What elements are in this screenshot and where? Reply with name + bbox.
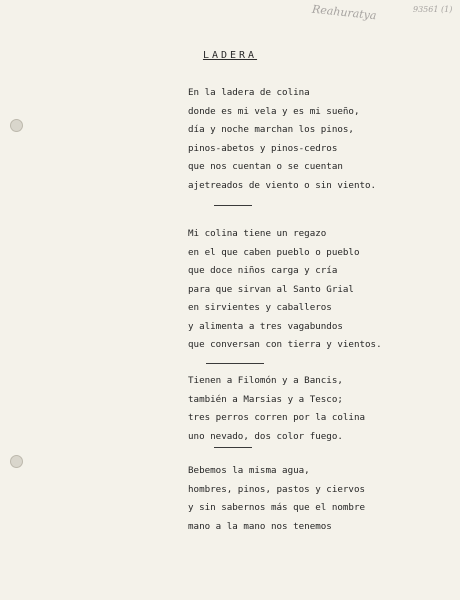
poem-line: hombres, pinos, pastos y ciervos [188, 483, 366, 495]
poem-title: LADERA [202, 50, 258, 61]
poem-line: pinos-abetos y pinos-cedros [188, 142, 338, 154]
poem-line: Tienen a Filomón y a Bancis, [188, 375, 343, 386]
poem-line: Bebemos la misma agua, [188, 465, 310, 476]
stanza-divider [214, 447, 252, 448]
reference-number: 93561 (1) [413, 5, 453, 14]
stanza-1 [188, 84, 376, 195]
punch-hole [10, 119, 23, 132]
poem-line: y alimenta a tres vagabundos [188, 320, 343, 332]
punch-hole [10, 455, 23, 468]
handwritten-note: Reahuratya [311, 2, 378, 23]
poem-line: día y noche marchan los pinos, [188, 124, 354, 135]
stanza-divider [206, 363, 264, 364]
poem-line: uno nevado, dos color fuego. [188, 430, 343, 442]
poem-line: para que sirvan al Santo Grial [188, 283, 354, 295]
poem-line: que nos cuentan o se cuentan [188, 161, 343, 172]
poem-line: tres perros corren por la colina [188, 412, 366, 423]
poem-line: donde es mi vela y es mi sueño, [188, 105, 360, 117]
poem-line: que doce niños carga y cría [188, 265, 338, 276]
poem-line: Mi colina tiene un regazo [188, 228, 327, 239]
poem-line: En la ladera de colina [188, 87, 310, 98]
poem-line: y sin sabernos más que el nombre [188, 502, 366, 513]
poem-line: en el que caben pueblo o pueblo [188, 246, 360, 258]
stanza-divider [214, 205, 252, 206]
stanza-2 [188, 225, 382, 355]
poem-line: que conversan con tierra y vientos. [188, 339, 382, 350]
stanza-4 [188, 462, 365, 536]
poem-line: también a Marsias y a Tesco; [188, 393, 343, 405]
stanza-3 [188, 372, 365, 446]
poem-line: en sirvientes y caballeros [188, 302, 332, 313]
poem-line: ajetreados de viento o sin viento. [188, 179, 377, 191]
poem-line: mano a la mano nos tenemos [188, 520, 332, 532]
